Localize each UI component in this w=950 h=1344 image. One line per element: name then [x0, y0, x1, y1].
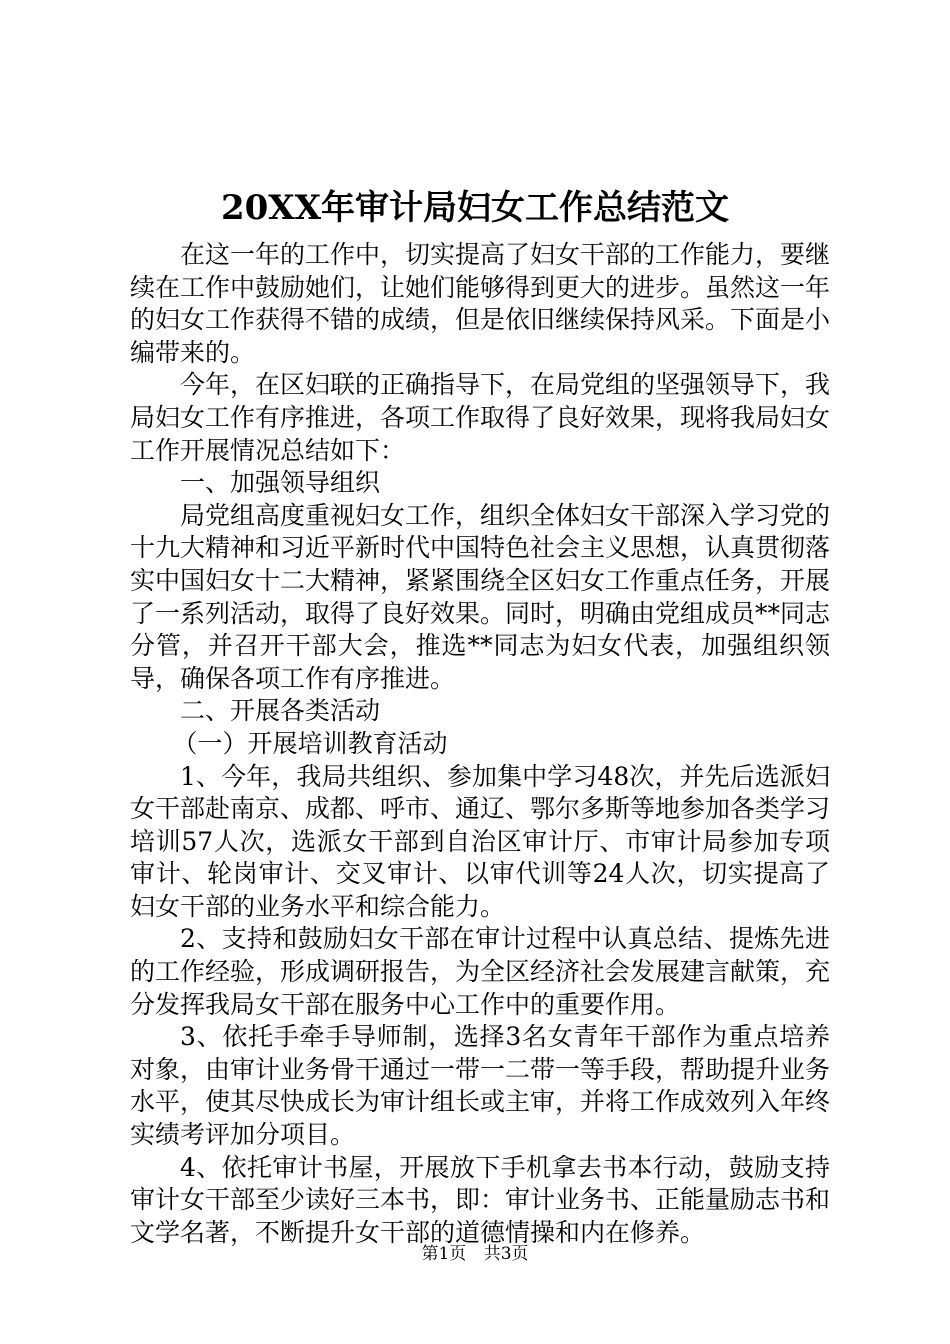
intro-paragraph: 在这一年的工作中，切实提高了妇女干部的工作能力，要继续在工作中鼓励她们，让她们能够得到更大的进步。虽然这一年的妇女工作获得不错的成绩，但是依旧继续保持风采。下面是小编带来的。	[130, 240, 831, 367]
leadership-paragraph: 局党组高度重视妇女工作，组织全体妇女干部深入学习党的十九大精神和习近平新时代中国特色社会主义思想，认真贯彻落实中国妇女十二大精神，紧紧围绕全区妇女工作重点任务，开展了一系列活动，取得了良好效果。同时，明确由党组成员**同志分管，并召开干部大会，推选**同志为妇女代表，加强组织领导，确保各项工作有序推进。	[130, 500, 831, 693]
page-footer	[0, 1243, 950, 1265]
page-number: 第1页	[421, 1244, 467, 1264]
overview-paragraph: 今年，在区妇联的正确指导下，在局党组的坚强领导下，我局妇女工作有序推进，各项工作取得了良好效果，现将我局妇女工作开展情况总结如下：	[130, 370, 831, 465]
section-heading-2: 二、开展各类活动	[180, 696, 381, 726]
list-item-1: 1、今年，我局共组织、参加集中学习48次，并先后选派妇女干部赴南京、成都、呼市、通辽、鄂尔多斯等地参加各类学习培训57人次，选派女干部到自治区审计厅、市审计局参加专项审计、轮岗审计、交叉审计、以审代训等24人次，切实提高了妇女干部的业务水平和综合能力。	[130, 761, 831, 921]
document-title: 20XX年审计局妇女工作总结范文	[220, 188, 730, 228]
section-heading-1: 一、加强领导组织	[180, 468, 381, 498]
page-total: 共3页	[483, 1244, 529, 1264]
list-item-2: 2、支持和鼓励妇女干部在审计过程中认真总结、提炼先进的工作经验，形成调研报告，为全区经济社会发展建言献策，充分发挥我局女干部在服务中心工作中的重要作用。	[130, 924, 831, 1019]
list-item-3: 3、依托手牵手导师制，选择3名女青年干部作为重点培养对象，由审计业务骨干通过一带一二带一等手段，帮助提升业务水平，使其尽快成长为审计组长或主审，并将工作成效列入年终实绩考评加分项目。	[130, 1022, 831, 1150]
list-item-4: 4、依托审计书屋，开展放下手机拿去书本行动，鼓励支持审计女干部至少读好三本书，即：审计业务书、正能量励志书和文学名著，不断提升女干部的道德情操和内在修养。	[130, 1152, 831, 1247]
document-body	[130, 239, 830, 1249]
subsection-heading-1: （一）开展培训教育活动	[172, 728, 448, 758]
